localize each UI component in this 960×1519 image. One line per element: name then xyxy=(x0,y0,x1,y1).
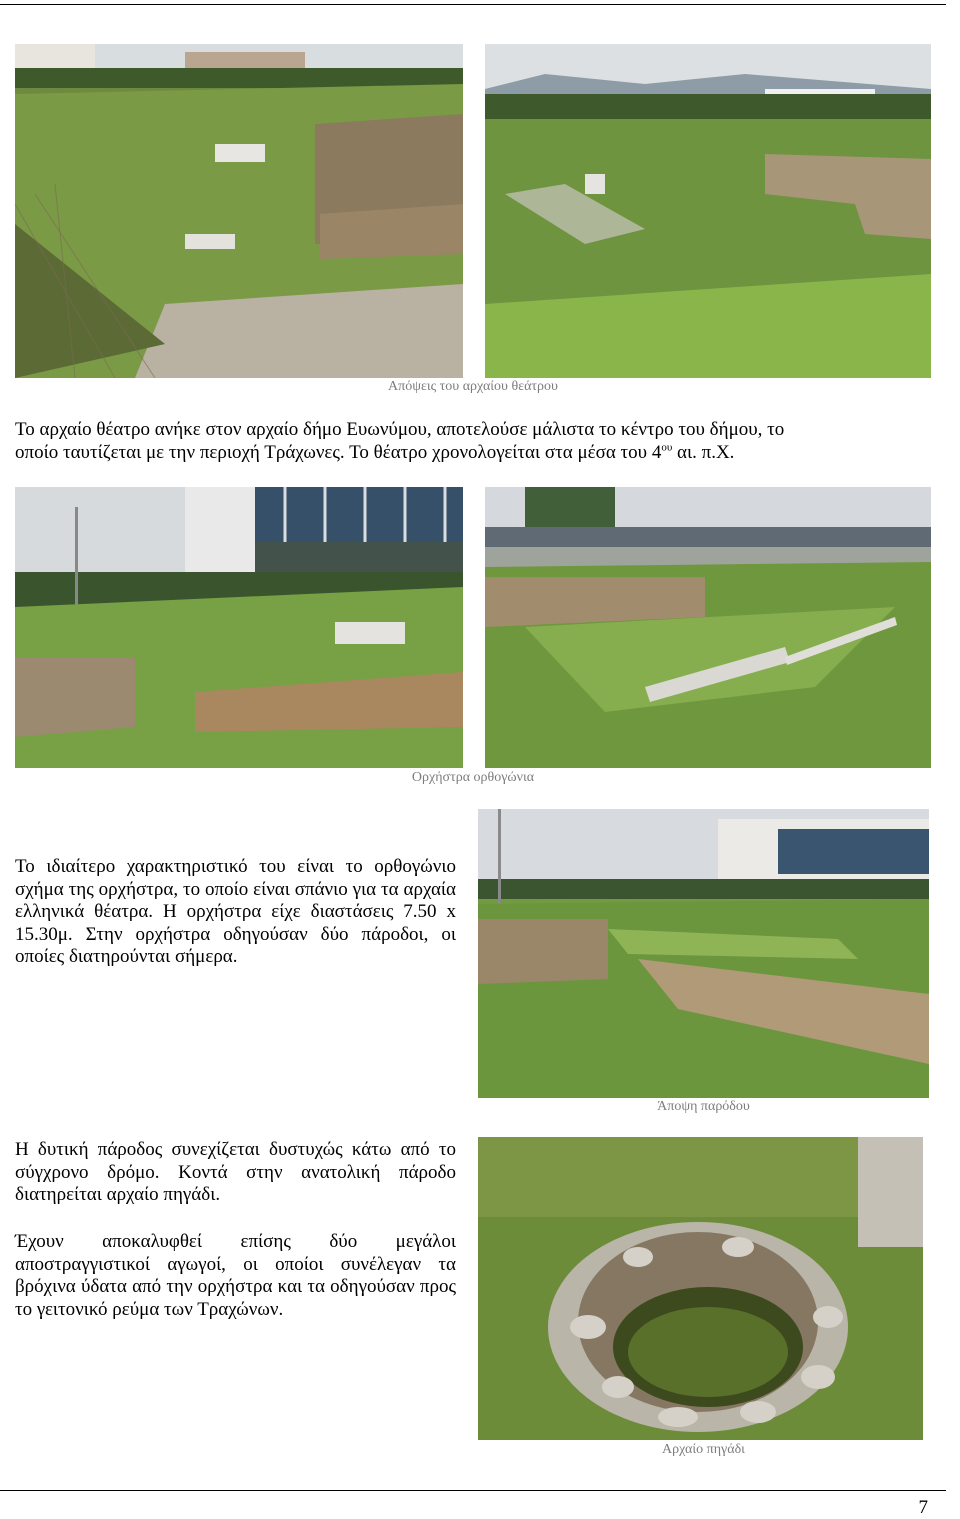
photo-theatre-view-2 xyxy=(485,44,931,378)
caption-theatre-views: Απόψεις του αρχαίου θεάτρου xyxy=(388,379,558,394)
caption-well: Αρχαίο πηγάδι xyxy=(662,1442,745,1457)
paragraph-intro-line2: οποίο ταυτίζεται με την περιοχή Τράχωνες. Το θέατρο χρονολογείται στα μέσα του 4 xyxy=(15,441,662,463)
top-rule xyxy=(0,4,946,5)
caption-orchestra: Ορχήστρα ορθογώνια xyxy=(411,770,535,785)
bottom-rule xyxy=(0,1490,946,1491)
paragraph-west-parodos: Η δυτική πάροδος συνεχίζεται δυστυχώς κάτω από το σύγχρονο δρόμο. Κοντά στην ανατολική πάροδο διατηρείται αρχαίο πηγάδι. xyxy=(15,1139,456,1205)
photo-orchestra-2 xyxy=(485,487,931,768)
paragraph-orchestra: Το ιδιαίτερο χαρακτηριστικό του είναι το ορθογώνιο σχήμα της ορχήστρα, το οποίο είναι σπάνιο για τα αρχαία ελληνικά θέατρα. Η ορχήστρα είχε διαστάσεις 7.50 x 15.30μ. Στην ορχήστρα οδηγούσαν δύο πάροδοι, οι οποίες διατηρούνται σήμερα. xyxy=(15,856,456,967)
paragraph-drains: Έχουν αποκαλυφθεί επίσης δύο μεγάλοι αποστραγγιστικοί αγωγοί, οι οποίοι συνέλεγαν τα βρόχινα ύδατα από την ορχήστρα και τα οδηγούσαν προς το γειτονικό ρεύμα των Τραχώνων. xyxy=(15,1231,456,1320)
photo-theatre-view-1 xyxy=(15,44,463,378)
paragraph-intro xyxy=(15,419,935,464)
photo-orchestra-1 xyxy=(15,487,463,768)
photo-ancient-well xyxy=(478,1137,923,1440)
page-number: 7 xyxy=(918,1497,928,1518)
caption-parodos: Άποψη παρόδου xyxy=(657,1099,750,1114)
photo-parodos xyxy=(478,809,929,1098)
ordinal-superscript: ου xyxy=(661,441,673,454)
paragraph-intro-line2-end: αι. π.Χ. xyxy=(672,441,735,463)
paragraph-intro-line1: Το αρχαίο θέατρο ανήκε στον αρχαίο δήμο Ευωνύμου, αποτελούσε μάλιστα το κέντρο του δήμου, το xyxy=(15,419,785,440)
